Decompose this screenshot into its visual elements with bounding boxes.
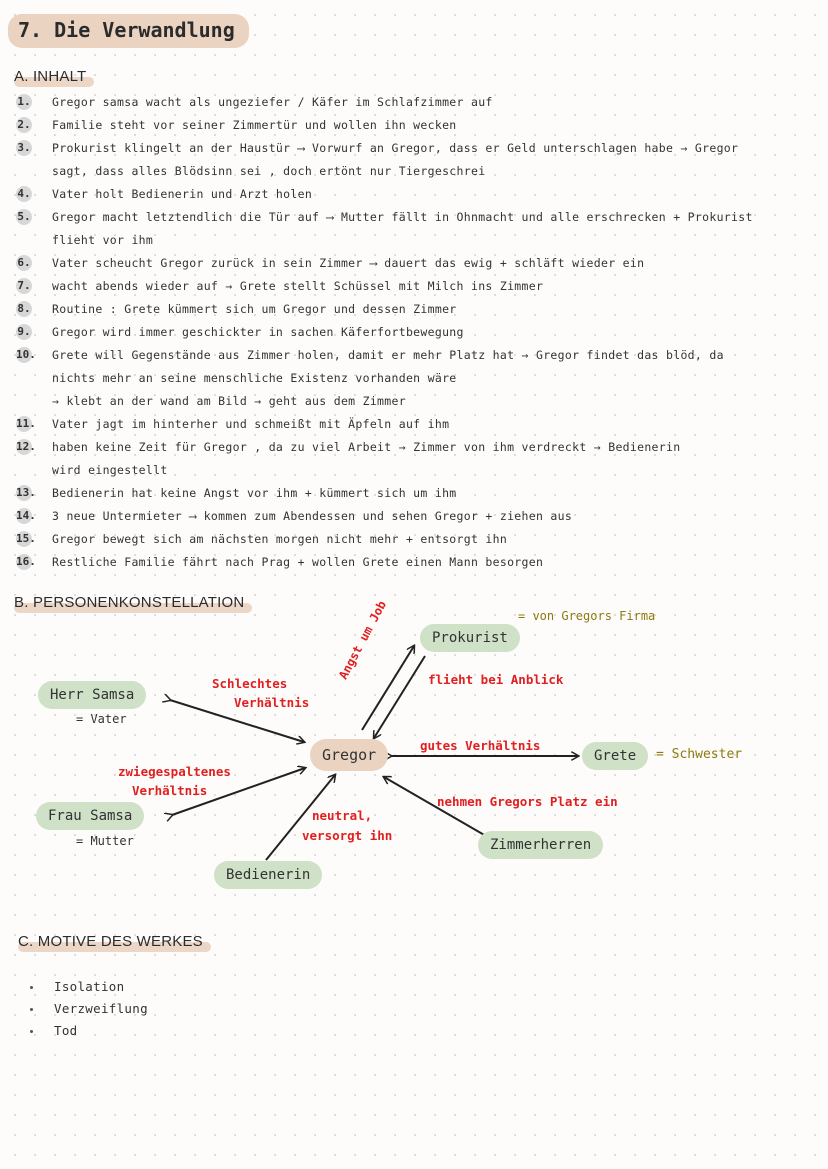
node-grete: Grete [582, 742, 648, 770]
motive-item: Verzweiflung [54, 1001, 148, 1016]
inhalt-line: Bedienerin hat keine Angst vor ihm + kümmert sich um ihm [52, 486, 457, 500]
inhalt-line: Grete will Gegenstände aus Zimmer holen, damit er mehr Platz hat → Gregor findet das blöd, da [52, 348, 724, 362]
inhalt-line: Gregor samsa wacht als ungeziefer / Käfer im Schlafzimmer auf [52, 95, 493, 109]
inhalt-line: Routine : Grete kümmert sich um Gregor und dessen Zimmer [52, 302, 457, 316]
item-number: 3. [17, 141, 31, 154]
item-number: 6. [17, 256, 31, 269]
label-platz: nehmen Gregors Platz ein [437, 794, 618, 809]
motive-item: Tod [54, 1023, 78, 1038]
inhalt-line: wird eingestellt [52, 463, 168, 477]
label-gutes: gutes Verhältnis [420, 738, 541, 753]
note-grete: = Schwester [656, 747, 743, 762]
inhalt-line: Gregor macht letztendlich die Tür auf ⟶ Mutter fällt in Ohnmacht und alle erschrecken + Prokurist [52, 210, 753, 224]
label-schlechtes-1: Schlechtes [212, 676, 288, 691]
item-number: 14. [16, 509, 36, 522]
item-number: 9. [17, 325, 31, 338]
item-number: 15. [16, 532, 36, 545]
section-heading-inhalt: A. INHALT [14, 68, 86, 85]
label-flieht: flieht bei Anblick [428, 672, 564, 687]
item-number: 7. [17, 279, 31, 292]
node-zimmerherren: Zimmerherren [478, 831, 603, 859]
item-number: 12. [16, 440, 36, 453]
bullet-icon [30, 986, 33, 989]
inhalt-line: haben keine Zeit für Gregor , da zu viel Arbeit → Zimmer von ihm verdreckt → Bedienerin [52, 440, 681, 454]
item-number: 13. [16, 486, 36, 499]
inhalt-line: flieht vor ihm [52, 233, 154, 247]
page-title: 7. Die Verwandlung [8, 14, 249, 48]
inhalt-line: → klebt an der wand am Bild → geht aus dem Zimmer [52, 394, 406, 408]
node-herr-samsa: Herr Samsa [38, 681, 146, 709]
inhalt-line: Gregor wird immer geschickter in sachen Käferfortbewegung [52, 325, 464, 339]
inhalt-line: Vater scheucht Gregor zurück in sein Zimmer ⟶ dauert das ewig + schläft wieder ein [52, 256, 645, 270]
inhalt-line: Restliche Familie fährt nach Prag + wollen Grete einen Mann besorgen [52, 555, 544, 569]
label-schlechtes-2: Verhältnis [234, 695, 310, 710]
item-number: 4. [17, 187, 31, 200]
item-number: 16. [16, 555, 36, 568]
inhalt-line: Vater holt Bedienerin und Arzt holen [52, 187, 313, 201]
label-zwiespalt-1: zwiegespaltenes [118, 764, 231, 779]
node-frau-samsa: Frau Samsa [36, 802, 144, 830]
motive-item: Isolation [54, 979, 125, 994]
note-frau-samsa: = Mutter [76, 834, 134, 848]
bullet-icon [30, 1008, 33, 1011]
inhalt-line: Familie steht vor seiner Zimmertür und wollen ihn wecken [52, 118, 457, 132]
inhalt-line: 3 neue Untermieter ⟶ kommen zum Abendessen und sehen Gregor + ziehen aus [52, 509, 573, 523]
item-number: 5. [17, 210, 31, 223]
section-heading-personenkonstellation: B. PERSONENKONSTELLATION [14, 594, 244, 611]
node-gregor: Gregor [310, 739, 388, 771]
item-number: 2. [17, 118, 31, 131]
note-prokurist: = von Gregors Firma [518, 609, 656, 623]
inhalt-line: Vater jagt im hinterher und schmeißt mit Äpfeln auf ihm [52, 417, 450, 431]
inhalt-line: nichts mehr an seine menschliche Existenz vorhanden wäre [52, 371, 457, 385]
item-number: 10. [16, 348, 36, 361]
inhalt-line: Gregor bewegt sich am nächsten morgen nicht mehr + entsorgt ihn [52, 532, 508, 546]
item-number: 8. [17, 302, 31, 315]
note-herr-samsa: = Vater [76, 712, 127, 726]
node-bedienerin: Bedienerin [214, 861, 322, 889]
inhalt-line: sagt, dass alles Blödsinn sei , doch ertönt nur Tiergeschrei [52, 164, 486, 178]
label-neutral-1: neutral, [312, 808, 373, 823]
label-zwiespalt-2: Verhältnis [132, 783, 208, 798]
section-heading-motive: C. MOTIVE DES WERKES [18, 933, 203, 950]
label-neutral-2: versorgt ihn [302, 828, 393, 843]
bullet-icon [30, 1030, 33, 1033]
node-prokurist: Prokurist [420, 624, 520, 652]
label-angst-um-job: Angst um Job [336, 598, 390, 682]
item-number: 1. [17, 95, 31, 108]
inhalt-line: wacht abends wieder auf → Grete stellt Schüssel mit Milch ins Zimmer [52, 279, 544, 293]
item-number: 11. [16, 417, 36, 430]
inhalt-line: Prokurist klingelt an der Haustür ⟶ Vorwurf an Gregor, dass er Geld unterschlagen habe → Gregor [52, 141, 739, 155]
